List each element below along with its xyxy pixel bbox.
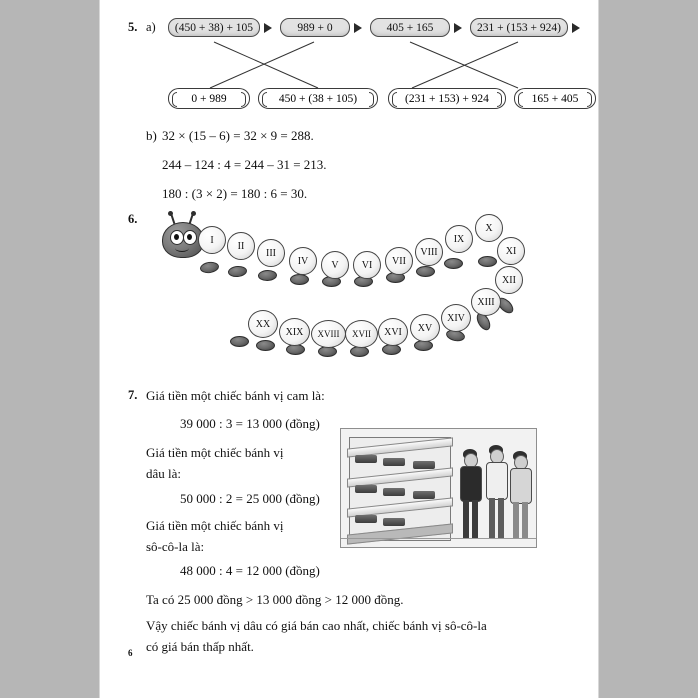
cake-item [383, 488, 405, 496]
segment-6[interactable]: VI [353, 251, 381, 279]
leg [498, 498, 504, 538]
cake-item [383, 518, 405, 526]
segment-18[interactable]: XVIII [311, 320, 346, 348]
antenna-tip-left [168, 211, 173, 216]
document-page [100, 0, 598, 698]
exercise-5-part-b-label: b) [146, 128, 157, 143]
leg [489, 498, 495, 538]
expression-flag-2[interactable]: 989 + 0 [280, 18, 350, 37]
eye-left [170, 230, 184, 245]
caterpillar-foot [199, 261, 219, 275]
exercise-7-line-3: Giá tiền một chiếc bánh vị [146, 445, 284, 460]
segment-2[interactable]: II [227, 232, 255, 260]
segment-4[interactable]: IV [289, 247, 317, 275]
child-right [507, 451, 533, 541]
caterpillar-foot [256, 340, 275, 351]
segment-1[interactable]: I [198, 226, 226, 254]
segment-16[interactable]: XVI [378, 318, 408, 346]
caterpillar-foot [416, 266, 435, 277]
torso [510, 468, 532, 504]
exercise-7-line-11: có giá bán thấp nhất. [146, 639, 254, 654]
segment-13[interactable]: XIII [471, 288, 501, 316]
caterpillar-foot [478, 256, 497, 267]
segment-10[interactable]: X [475, 214, 503, 242]
mouth [175, 244, 189, 252]
floor-line [341, 538, 536, 539]
segment-15[interactable]: XV [410, 314, 440, 342]
segment-20[interactable]: XX [248, 310, 278, 338]
exercise-7-line-4: dâu là: [146, 466, 182, 481]
exercise-6-number: 6. [128, 212, 138, 226]
exercise-7-line-5: 50 000 : 2 = 25 000 (đồng) [180, 491, 320, 506]
caterpillar-foot [230, 336, 249, 347]
leg [522, 502, 528, 539]
segment-11[interactable]: XI [497, 237, 525, 265]
caterpillar-foot [258, 270, 277, 282]
segment-9[interactable]: IX [445, 225, 473, 253]
torso [460, 466, 482, 502]
bakery-photo [340, 428, 537, 548]
segment-17[interactable]: XVII [345, 320, 378, 348]
exercise-7-line-7: sô-cô-la là: [146, 539, 205, 554]
exercise-7-line-1: Giá tiền một chiếc bánh vị cam là: [146, 388, 325, 403]
segment-7[interactable]: VII [385, 247, 413, 275]
exercise-5b-line-3: 180 : (3 × 2) = 180 : 6 = 30. [162, 186, 308, 201]
pupil-right [187, 234, 192, 240]
leg [513, 502, 519, 539]
result-box-1[interactable]: 0 + 989 [168, 88, 250, 109]
segment-12[interactable]: XII [495, 266, 523, 294]
segment-3[interactable]: III [257, 239, 285, 267]
exercise-5b-line-2: 244 – 124 : 4 = 244 – 31 = 213. [162, 157, 327, 172]
torso [486, 462, 508, 500]
exercise-7-line-6: Giá tiền một chiếc bánh vị [146, 518, 284, 533]
cake-item [355, 455, 377, 463]
cake-item [355, 515, 377, 523]
antenna-left [171, 215, 175, 224]
exercise-7-line-9: Ta có 25 000 đồng > 13 000 đồng > 12 000 đồng. [146, 592, 404, 607]
cake-item [413, 461, 435, 469]
segment-8[interactable]: VIII [415, 238, 443, 266]
exercise-5-part-a-label: a) [146, 20, 156, 34]
caterpillar-foot [444, 258, 463, 269]
pupil-left [174, 234, 179, 240]
exercise-7-line-10: Vậy chiếc bánh vị dâu có giá bán cao nhất, chiếc bánh vị sô-cô-la [146, 618, 487, 633]
exercise-7-number: 7. [128, 388, 138, 402]
expression-flag-4[interactable]: 231 + (153 + 924) [470, 18, 568, 37]
child-left [457, 449, 483, 541]
expression-flag-1[interactable]: (450 + 38) + 105 [168, 18, 260, 37]
eye-right [183, 230, 197, 245]
leg [472, 500, 478, 538]
exercise-7-line-8: 48 000 : 4 = 12 000 (đồng) [180, 563, 320, 578]
antenna-right [189, 215, 193, 224]
result-box-2[interactable]: 450 + (38 + 105) [258, 88, 378, 109]
caterpillar-foot [228, 265, 248, 278]
exercise-5b-line-1: 32 × (15 – 6) = 32 × 9 = 288. [162, 128, 314, 143]
exercise-5-number: 5. [128, 20, 138, 34]
expression-flag-3[interactable]: 405 + 165 [370, 18, 450, 37]
segment-14[interactable]: XIV [441, 304, 471, 332]
antenna-tip-right [191, 211, 196, 216]
cake-item [413, 491, 435, 499]
segment-19[interactable]: XIX [279, 318, 310, 346]
segment-5[interactable]: V [321, 251, 349, 279]
page-content [100, 0, 598, 698]
result-box-3[interactable]: (231 + 153) + 924 [388, 88, 506, 109]
caterpillar-foot [290, 274, 309, 285]
exercise-7-line-2: 39 000 : 3 = 13 000 (đồng) [180, 416, 320, 431]
child-middle [483, 445, 509, 541]
result-box-4[interactable]: 165 + 405 [514, 88, 596, 109]
cake-item [355, 485, 377, 493]
page-number: 6 [128, 648, 133, 658]
cake-item [383, 458, 405, 466]
leg [463, 500, 469, 538]
